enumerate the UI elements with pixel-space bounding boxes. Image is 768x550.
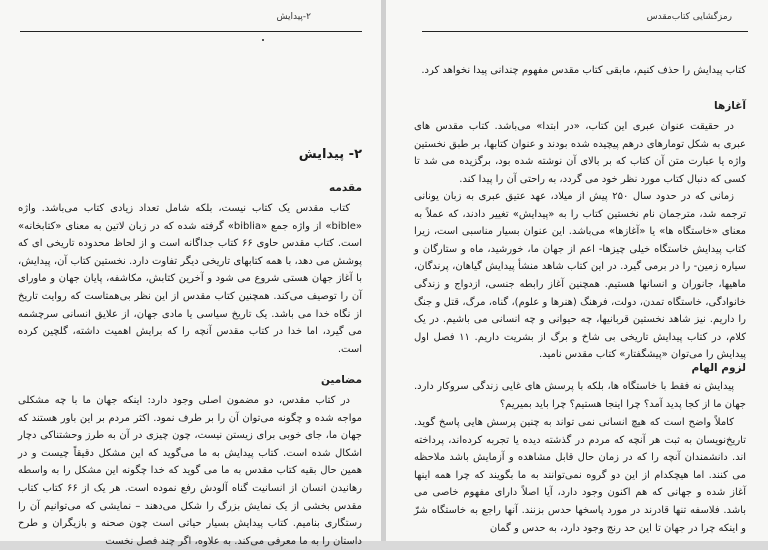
paragraph-themes: در کتاب مقدس، دو مضمون اصلی وجود دارد: اینکه جهان ما با چه مشکلی مواجه شده و چگونه می‌توان آن را بر طرف نمود. اکثر مردم بر این باور هستند که جهان ما، جای خوبی برای زیستن نیست، چون چیزی در آن به طرز وحشتناکی دچار اشکال شده است. کتاب پیدایش به ما می‌گوید که این مشکل دقیقاً چیست و در همین حال بقیه کتاب مقدس به ما می گوید که خدا چگونه این مشکل را به واسطه رهانیدن انسان از انسانیت گناه آلودش رفع نموده است. هر یک از ۶۶ کتاب کتاب مقدس بخشی از یک نمایش بزرگ را شکل می‌دهند – نمایشی که می‌توانیم آن را رستگاری بنامیم. کتاب پیدایش بسیار حیاتی است چون صحنه و بازیگران و طرح داستان را به ما معرفی می‌کند. به علاوه، اگر چند فصل نخست <box>18 395 362 547</box>
right-page <box>386 0 768 541</box>
section-heading-themes: مضامین <box>320 374 362 386</box>
paragraph-beginnings-2: زمانی که در حدود سال ۲۵۰ پیش از میلاد، عهد عتیق عبری به زبان یونانی ترجمه شد، مترجمان نام نخستین کتاب را به «پیدایش» تغییر دادند، که عملاً به معنای «خاستگاه ها» یا «آغازها» می‌باشد. این عنوان بسیار مناسبی است، زیرا کتاب پیدایش خاستگاه خیلی چیزها- اعم از جهان ما، خورشید، ماه و ستارگان و سیاره زمین- را در برمی گیرد. در این کتاب شاهد منشأ پیدایش گیاهان، پرندگان، ماهیها، جانوران و انسانها هستیم. همچنین آغاز رابطه جنسی، ازدواج و زندگی خانوادگی، خاستگاه تمدن، دولت، فرهنگ (هنرها و علوم)، گناه، مرگ، قتل و جنگ را داریم. نیز شاهد نخستین قربانیها، چه حیوانی و چه انسانی می باشیم. در یک کلام، در کتاب پیدایش تاریخی بی شاخ و برگ از بشریت داریم. ۱۱ فصل اول پیدایش را می‌توان «پیشگفتار» کتاب مقدس نامید. <box>414 191 746 361</box>
paragraph-revelation-1: پیدایش نه فقط با خاستگاه ها، بلکه با پرسش های غایی زندگی سروکار دارد. جهان ما از کجا پدید آمد؟ چرا اینجا هستیم؟ چرا باید بمیریم؟ <box>414 381 746 410</box>
running-header: رمزگشایی کتاب‌مقدس <box>646 12 732 22</box>
paragraph-beginnings-1: در حقیقت عنوان عبری این کتاب، «در ابتدا» می‌باشد. کتاب مقدس های عبری به شکل تومارهای درهم پیچیده شده بودند و عنوان کتابها، بر طبق نخستین واژه یا عبارت متن آن کتاب که بر بالای آن نوشته شده بود، برگزیده می شد تا کسی که دنبال کتاب مورد نظر خود می گردد، به راحتی آن را پیدا کند. <box>414 121 746 185</box>
paragraph-introduction: کتاب مقدس یک کتاب نیست، بلکه شامل تعداد زیادی کتاب می‌باشد. واژه «bible» از واژه جمع «biblia» گرفته شده که در زبان لاتین به معنای «کتابخانه» است. کتاب مقدس حاوی ۶۶ کتاب جداگانه است و از لحاظ محدوده تاریخی ای که پوشش می دهد، با همه کتابهای تاریخی دیگر تفاوت دارد. نخستین کتاب آن، پیدایش، با آغاز جهان هستی شروع می شود و آخرین کتابش، مکاشفه، پایان جهان و ماورای آن را توصیف می‌کند. همچنین کتاب مقدس از این نظر بی‌همتاست که روایت تاریخ از نگاه خدا می باشد. یک تاریخ سیاسی یا مادی جهان، از علایق انسانی سرچشمه می گیرد، اما خدا در کتاب مقدس آنچه را که برایش اهمیت داشته، گلچین کرده است. <box>18 203 362 355</box>
running-header: ۲-پیدایش <box>276 12 311 22</box>
chapter-title: ۲- پیدایش <box>298 147 362 162</box>
section-heading-introduction: مقدمه <box>329 182 362 194</box>
left-page <box>0 0 381 547</box>
paragraph-revelation-2: کاملاً واضح است که هیچ انسانی نمی تواند به چنین پرسش هایی پاسخ گوید. تاریخ‌نویسان به ثبت هر آنچه که مردم در گذشته دیده یا تجربه کرده‌اند، پرداخته اند. دانشمندان آنچه را که در زمان حال قابل مشاهده و آزمایش باشد ملاحظه می کنند. اما هیچکدام از این دو گروه نمی‌توانند به ما بگویند که چرا همه اینها آغاز شده و جهانی که هم اکنون وجود دارد، آیا اصلاً دارای مفهوم خاصی می باشد. فلاسفه تنها قادرند در مورد پاسخها حدس بزنند. آنها راجع به خاستگاه شرّ و اینکه چرا در جهان تا این حد رنج وجود دارد، به حدس و گمان <box>414 417 746 534</box>
header-rule <box>20 31 362 32</box>
header-rule <box>422 31 748 32</box>
section-heading-need-for-revelation: لزوم الهام <box>691 362 746 374</box>
ink-dot <box>262 39 264 41</box>
paragraph-continuation: کتاب پیدایش را حذف کنیم، مابقی کتاب مقدس مفهوم چندانی پیدا نخواهد کرد. <box>421 65 746 76</box>
section-heading-beginnings: آغازها <box>714 100 746 112</box>
